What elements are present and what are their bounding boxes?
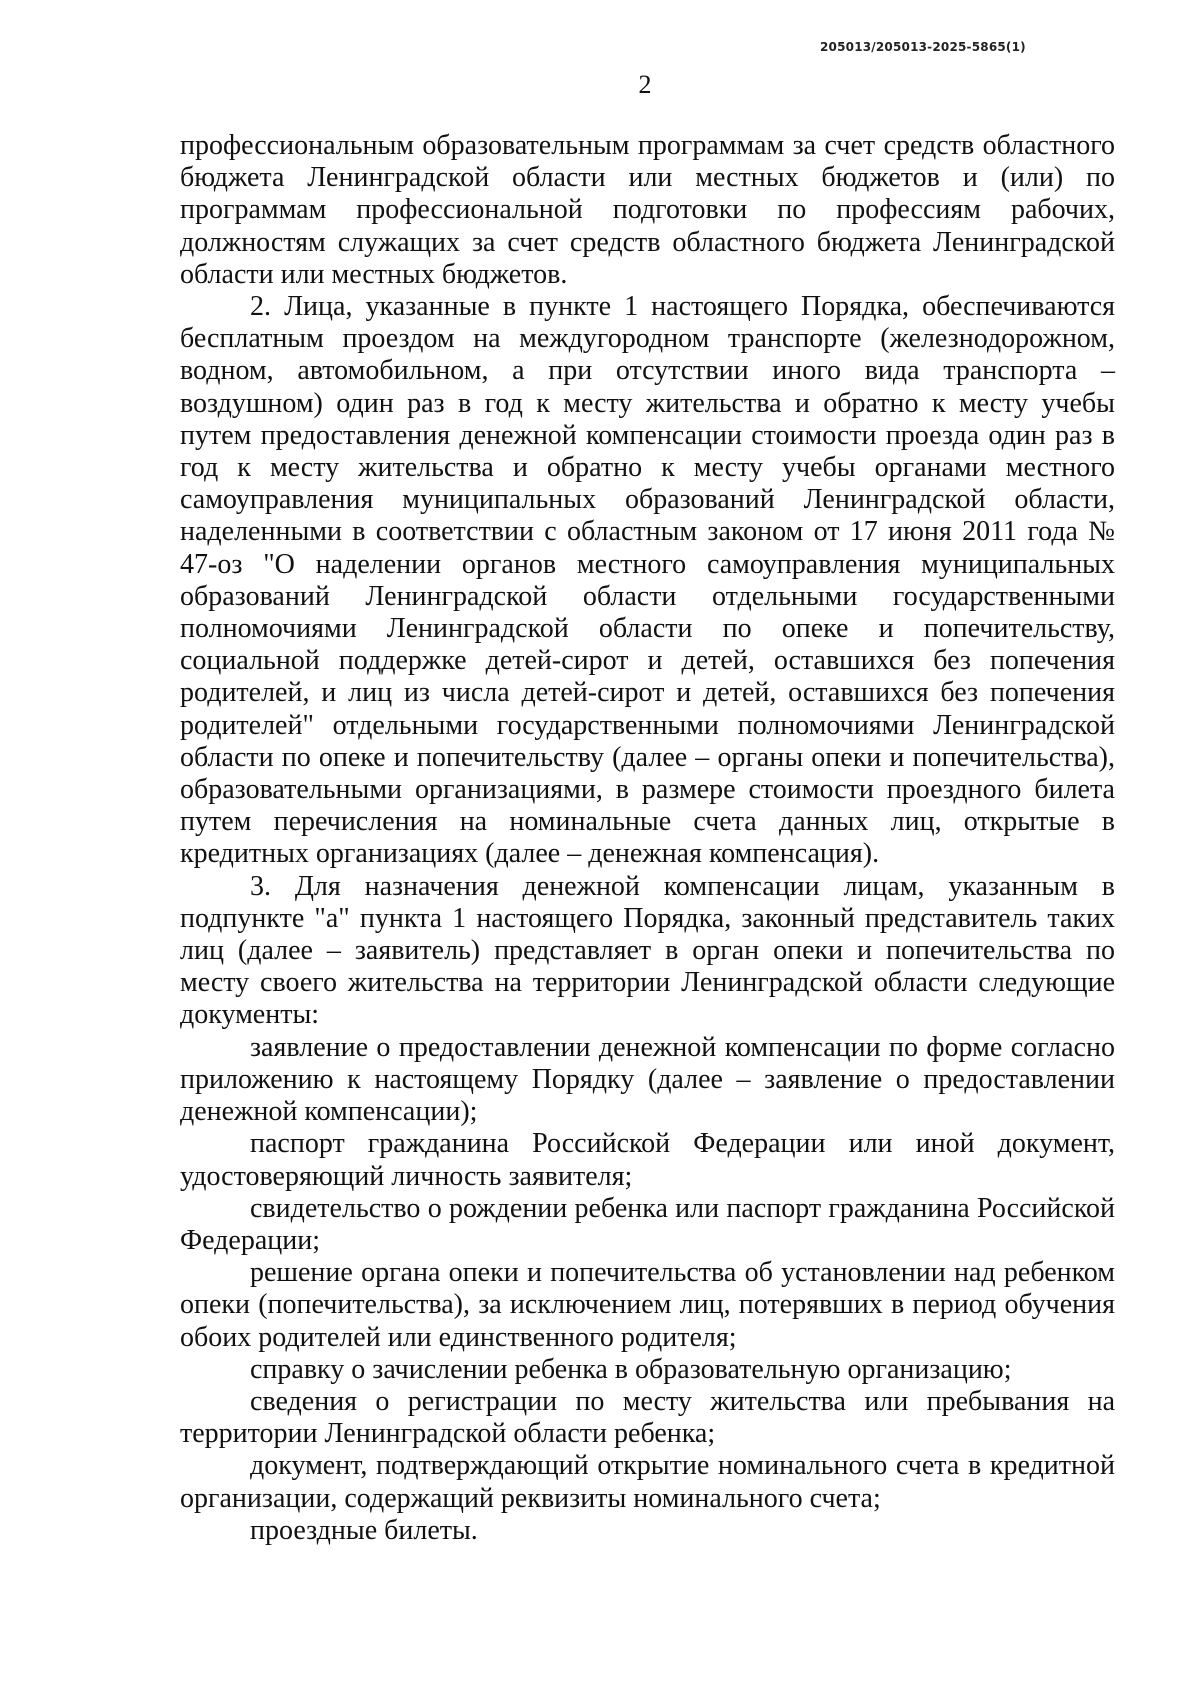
- document-list-item: свидетельство о рождении ребенка или паспорт гражданина Российской Федерации;: [180, 1192, 1115, 1256]
- document-body: [180, 130, 1115, 1547]
- document-id: 205013/205013-2025-5865(1): [820, 40, 1026, 54]
- document-list-item: документ, подтверждающий открытие номинального счета в кредитной организации, содержащий реквизиты номинального счета;: [180, 1450, 1115, 1514]
- paragraph-item-3: 3. Для назначения денежной компенсации лицам, указанным в подпункте "а" пункта 1 настоящего Порядка, законный представитель таких лиц (далее – заявитель) представляет в орган опеки и попечительства по месту своего жительства на территории Ленинградской области следующие документы:: [180, 870, 1115, 1031]
- paragraph-continuation: профессиональным образовательным программам за счет средств областного бюджета Ленинградской области или местных бюджетов и (или) по программам профессиональной подготовки по профессиям рабочих, должностям служащих за счет средств областного бюджета Ленинградской области или местных бюджетов.: [180, 130, 1115, 290]
- document-list-item: справку о зачислении ребенка в образовательную организацию;: [250, 1353, 1012, 1385]
- page-number: 2: [638, 70, 652, 99]
- document-list-item: заявление о предоставлении денежной компенсации по форме согласно приложению к настоящему Порядку (далее – заявление о предоставлении денежной компенсации);: [180, 1031, 1115, 1128]
- document-list-item: решение органа опеки и попечительства об установлении над ребенком опеки (попечительства), за исключением лиц, потерявших в период обучения обоих родителей или единственного родителя;: [180, 1257, 1115, 1353]
- document-list-item: проездные билеты.: [250, 1514, 478, 1546]
- document-list-item: сведения о регистрации по месту жительства или пребывания на территории Ленинградской области ребенка;: [180, 1385, 1115, 1450]
- paragraph-item-2: 2. Лица, указанные в пункте 1 настоящего Порядка, обеспечиваются бесплатным проездом на междугородном транспорте (железнодорожном, водном, автомобильном, а при отсутствии иного вида транспорта – воздушном) один раз в год к месту жительства и обратно к месту учебы путем предоставления денежной компенсации стоимости проезда один раз в год к месту жительства и обратно к месту учебы органами местного самоуправления муниципальных образований Ленинградской области, наделенными в соответствии с областным законом от 17 июня 2011 года № 47-оз "О наделении органов местного самоуправления муниципальных образований Ленинградской области отдельными государственными полномочиями Ленинградской области по опеке и попечительству, социальной поддержке детей-сирот и детей, оставшихся без попечения родителей, и лиц из числа детей-сирот и детей, оставшихся без попечения родителей" отдельными государственными полномочиями Ленинградской области по опеке и попечительству (далее – органы опеки и попечительства), образовательными организациями, в размере стоимости проездного билета путем перечисления на номинальные счета данных лиц, открытые в кредитных организациях (далее – денежная компенсация).: [180, 291, 1115, 870]
- document-list-item: паспорт гражданина Российской Федерации или иной документ, удостоверяющий личность заявителя;: [180, 1128, 1115, 1192]
